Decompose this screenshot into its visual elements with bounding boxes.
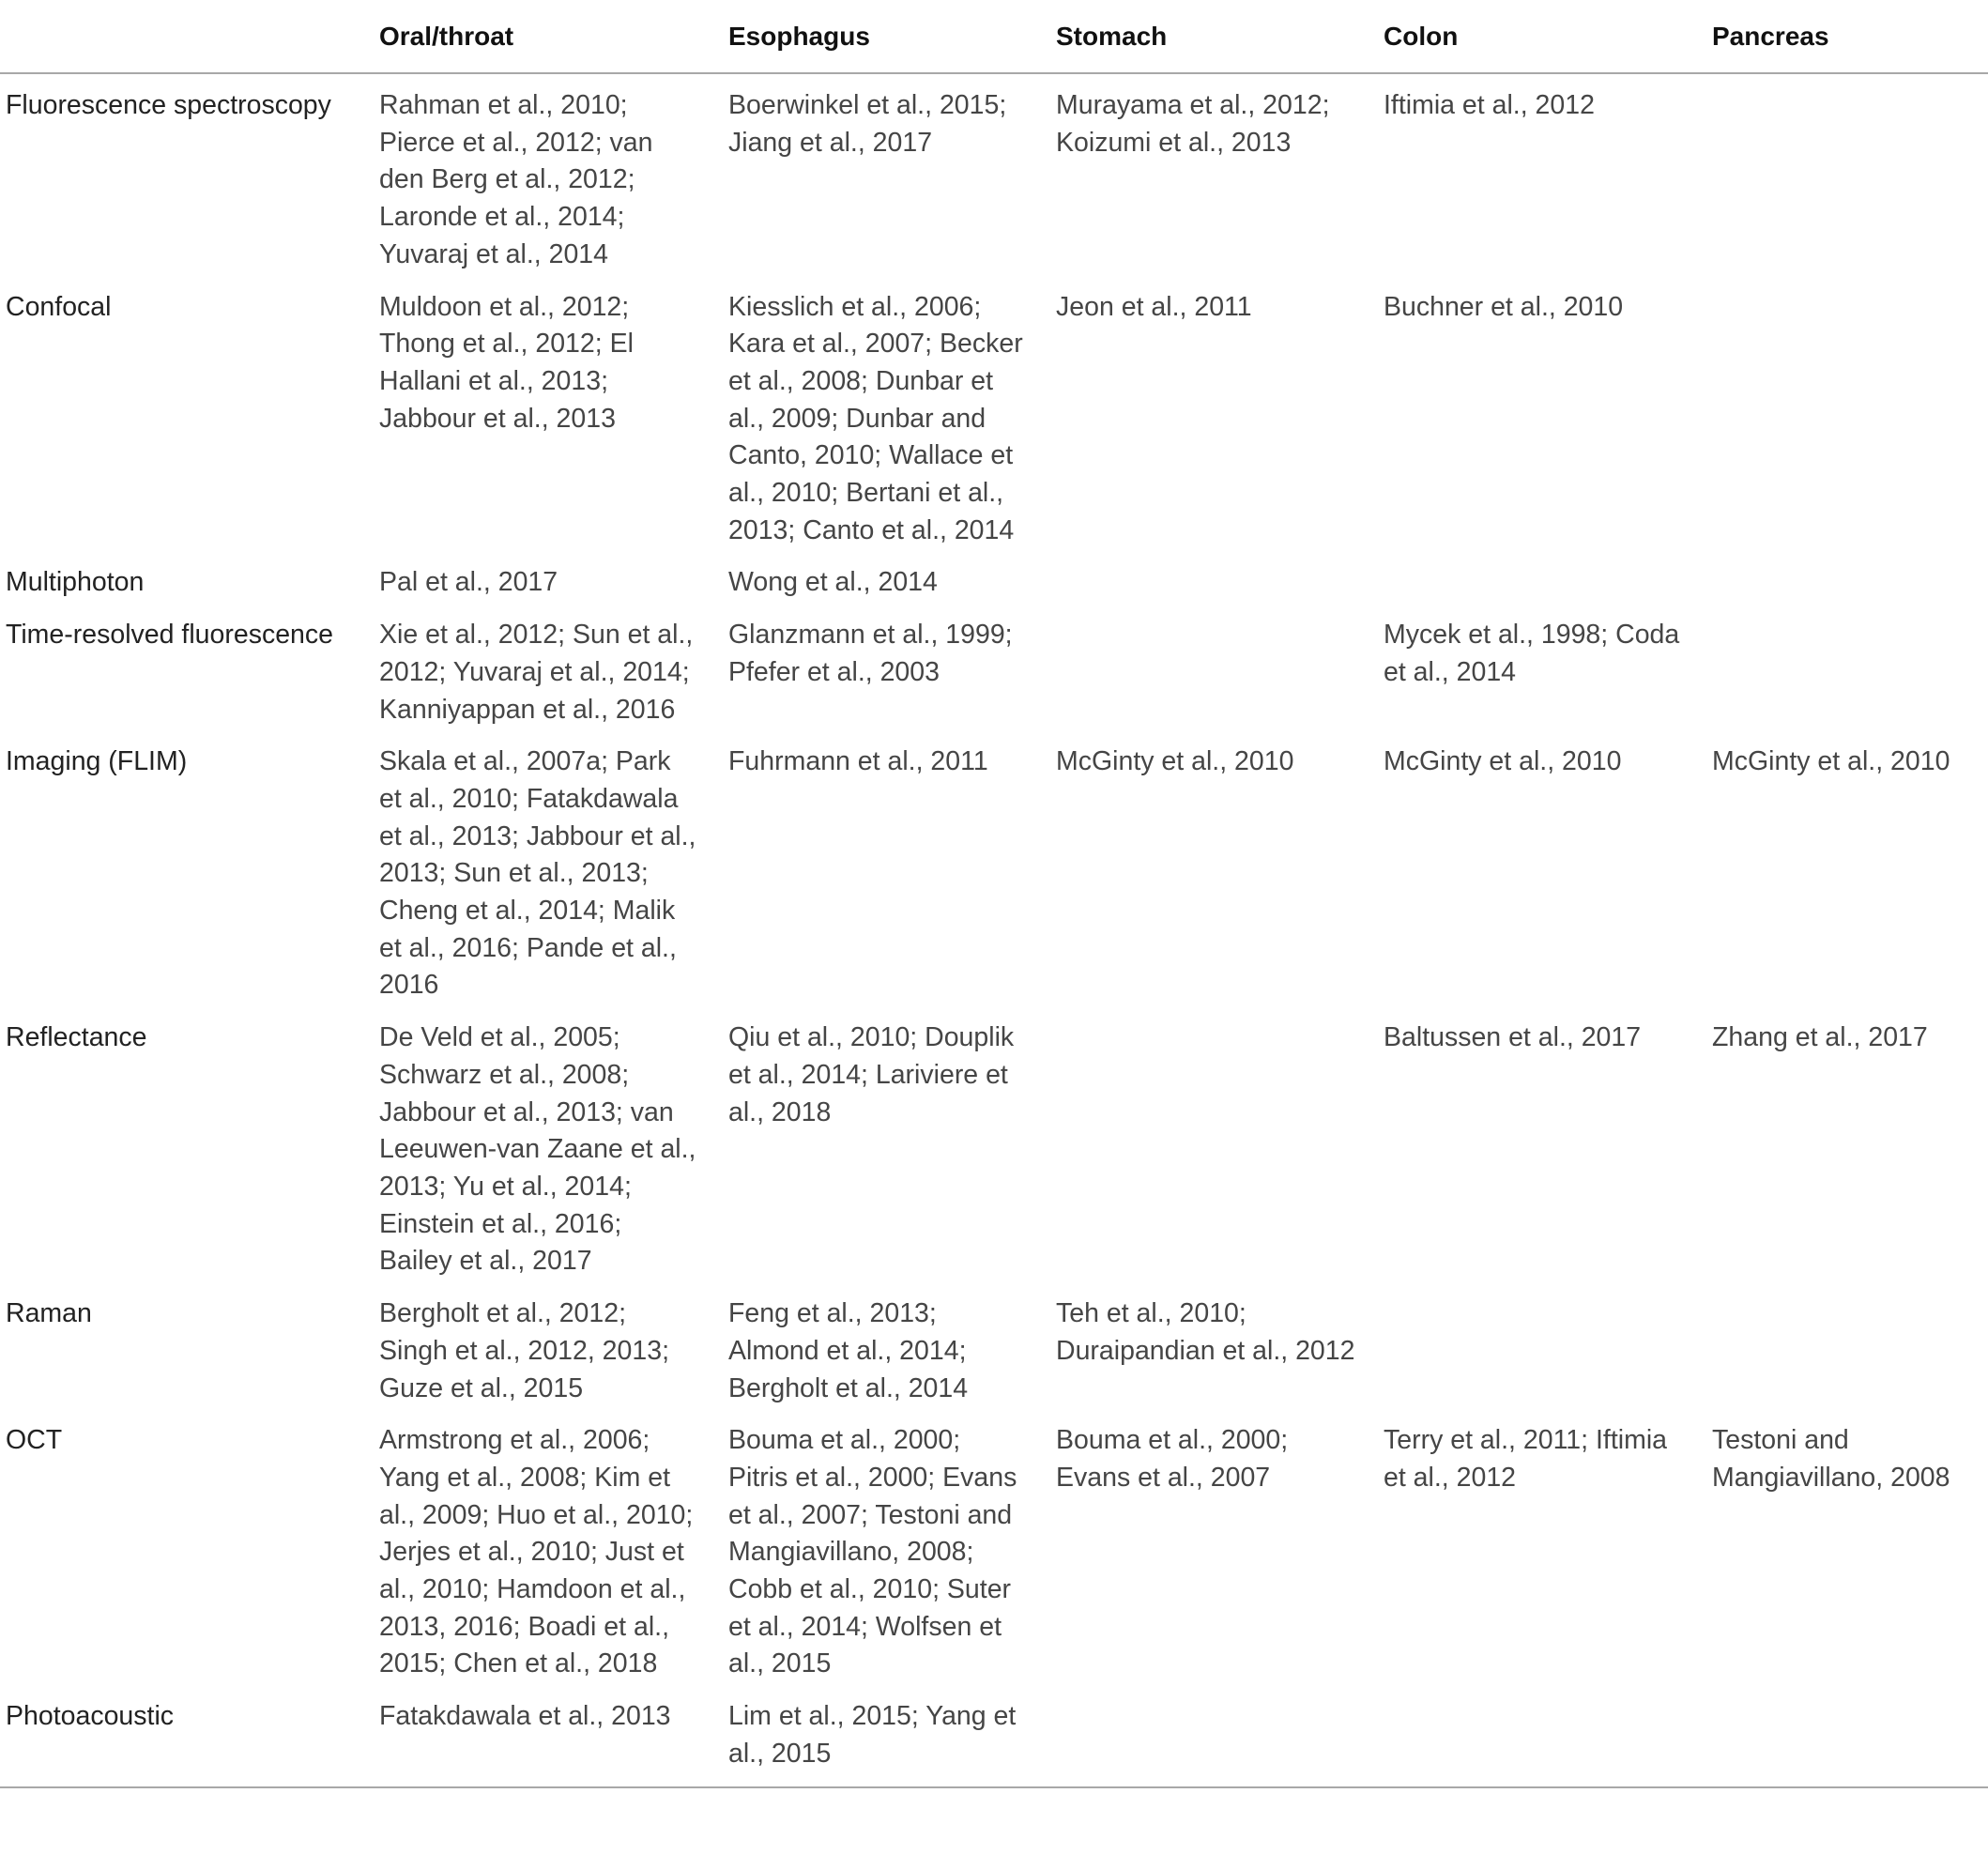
header-cell-method xyxy=(0,0,372,73)
header-cell-stomach: Stomach xyxy=(1050,0,1378,73)
stomach-cell: McGinty et al., 2010 xyxy=(1056,746,1294,777)
colon-cell xyxy=(1378,1286,1706,1413)
oral-throat-cell: Armstrong et al., 2006; Yang et al., 2008; Kim et al., 2009; Huo et al., 2010; Jerjes et al., 2010; Just et al., 2010; Hamdoon et al., 2013, 2016; Boadi et al., 2015; Chen et al., 2018 xyxy=(379,1425,694,1679)
colon-cell: Mycek et al., 1998; Coda et al., 2014 xyxy=(1384,620,1680,687)
table-body xyxy=(0,73,1988,1787)
pancreas-cell xyxy=(1706,73,1988,280)
colon-cell: Buchner et al., 2010 xyxy=(1384,291,1624,322)
colon-cell: Baltussen et al., 2017 xyxy=(1384,1022,1642,1053)
method-cell: Multiphoton xyxy=(6,567,145,598)
esophagus-cell: Qiu et al., 2010; Douplik et al., 2014; Lariviere et al., 2018 xyxy=(728,1022,1015,1127)
pancreas-cell: Testoni and Mangiavillano, 2008 xyxy=(1712,1425,1950,1493)
oral-throat-cell: De Veld et al., 2005; Schwarz et al., 2008; Jabbour et al., 2013; van Leeuwen-van Zaane et al., 2013; Yu et al., 2014; Einstein et al., 2016; Bailey et al., 2017 xyxy=(379,1022,696,1277)
pancreas-cell xyxy=(1706,607,1988,734)
colon-cell xyxy=(1378,555,1706,607)
method-cell: Raman xyxy=(6,1298,92,1329)
esophagus-cell: Fuhrmann et al., 2011 xyxy=(728,746,988,777)
oral-throat-cell: Muldoon et al., 2012; Thong et al., 2012; El Hallani et al., 2013; Jabbour et al., 2013 xyxy=(379,291,634,434)
table-row xyxy=(0,1286,1988,1413)
colon-cell: Terry et al., 2011; Iftimia et al., 2012 xyxy=(1384,1425,1668,1493)
oral-throat-cell: Xie et al., 2012; Sun et al., 2012; Yuvaraj et al., 2014; Kanniyappan et al., 2016 xyxy=(379,620,694,725)
table-row xyxy=(0,1689,1988,1786)
esophagus-cell: Glanzmann et al., 1999; Pfefer et al., 2003 xyxy=(728,620,1013,687)
colon-cell: Iftimia et al., 2012 xyxy=(1384,90,1595,120)
esophagus-cell: Wong et al., 2014 xyxy=(728,567,938,598)
table-row xyxy=(0,734,1988,1010)
pancreas-cell xyxy=(1706,1689,1988,1786)
oral-throat-cell: Pal et al., 2017 xyxy=(379,567,558,598)
stomach-cell xyxy=(1050,1689,1378,1786)
oral-throat-cell: Rahman et al., 2010; Pierce et al., 2012; van den Berg et al., 2012; Laronde et al., 2014; Yuvaraj et al., 2014 xyxy=(379,90,653,269)
header-cell-oral-throat: Oral/throat xyxy=(372,0,723,73)
pancreas-cell: McGinty et al., 2010 xyxy=(1712,746,1950,777)
pancreas-cell xyxy=(1706,280,1988,556)
method-cell: Imaging (FLIM) xyxy=(6,746,188,777)
stomach-cell: Jeon et al., 2011 xyxy=(1056,291,1252,322)
method-cell: OCT xyxy=(6,1425,63,1456)
stomach-cell xyxy=(1050,555,1378,607)
table-row xyxy=(0,555,1988,607)
table-row xyxy=(0,73,1988,280)
table-row xyxy=(0,607,1988,734)
method-cell: Fluorescence spectroscopy xyxy=(6,90,331,120)
stomach-cell: Murayama et al., 2012; Koizumi et al., 2013 xyxy=(1056,90,1330,158)
colon-cell xyxy=(1378,1689,1706,1786)
table-row xyxy=(0,1413,1988,1689)
stomach-cell xyxy=(1050,1010,1378,1286)
oral-throat-cell: Bergholt et al., 2012; Singh et al., 2012, 2013; Guze et al., 2015 xyxy=(379,1298,669,1403)
method-cell: Photoacoustic xyxy=(0,1689,372,1786)
header-row xyxy=(0,0,1988,73)
esophagus-cell: Lim et al., 2015; Yang et al., 2015 xyxy=(723,1689,1050,1786)
header-cell-esophagus: Esophagus xyxy=(723,0,1050,73)
colon-cell: McGinty et al., 2010 xyxy=(1384,746,1622,777)
method-cell: Reflectance xyxy=(6,1022,147,1053)
esophagus-cell: Boerwinkel et al., 2015; Jiang et al., 2017 xyxy=(728,90,1007,158)
table-row xyxy=(0,1010,1988,1286)
stomach-cell: Bouma et al., 2000; Evans et al., 2007 xyxy=(1056,1425,1289,1493)
oral-throat-cell: Fatakdawala et al., 2013 xyxy=(372,1689,723,1786)
table-header xyxy=(0,0,1988,73)
esophagus-cell: Feng et al., 2013; Almond et al., 2014; Bergholt et al., 2014 xyxy=(728,1298,969,1403)
pancreas-cell xyxy=(1706,555,1988,607)
pancreas-cell xyxy=(1706,1286,1988,1413)
method-cell: Confocal xyxy=(6,291,112,322)
stomach-cell: Teh et al., 2010; Duraipandian et al., 2012 xyxy=(1056,1298,1355,1366)
stomach-cell xyxy=(1050,607,1378,734)
method-cell: Time-resolved fluorescence xyxy=(6,620,333,651)
oral-throat-cell: Skala et al., 2007a; Park et al., 2010; Fatakdawala et al., 2013; Jabbour et al., 2013; Sun et al., 2013; Cheng et al., 2014; Malik et al., 2016; Pande et al., 2016 xyxy=(379,746,696,1001)
pancreas-cell: Zhang et al., 2017 xyxy=(1712,1022,1928,1053)
header-cell-pancreas: Pancreas xyxy=(1706,0,1988,73)
esophagus-cell: Kiesslich et al., 2006; Kara et al., 2007; Becker et al., 2008; Dunbar et al., 2009; Dunbar and Canto, 2010; Wallace et al., 2010; Bertani et al., 2013; Canto et al., 2014 xyxy=(728,291,1023,545)
table-row xyxy=(0,280,1988,556)
header-cell-colon: Colon xyxy=(1378,0,1706,73)
esophagus-cell: Bouma et al., 2000; Pitris et al., 2000; Evans et al., 2007; Testoni and Mangiavillano, 2008; Cobb et al., 2010; Suter et al., 2014; Wolfsen et al., 2015 xyxy=(728,1425,1017,1679)
